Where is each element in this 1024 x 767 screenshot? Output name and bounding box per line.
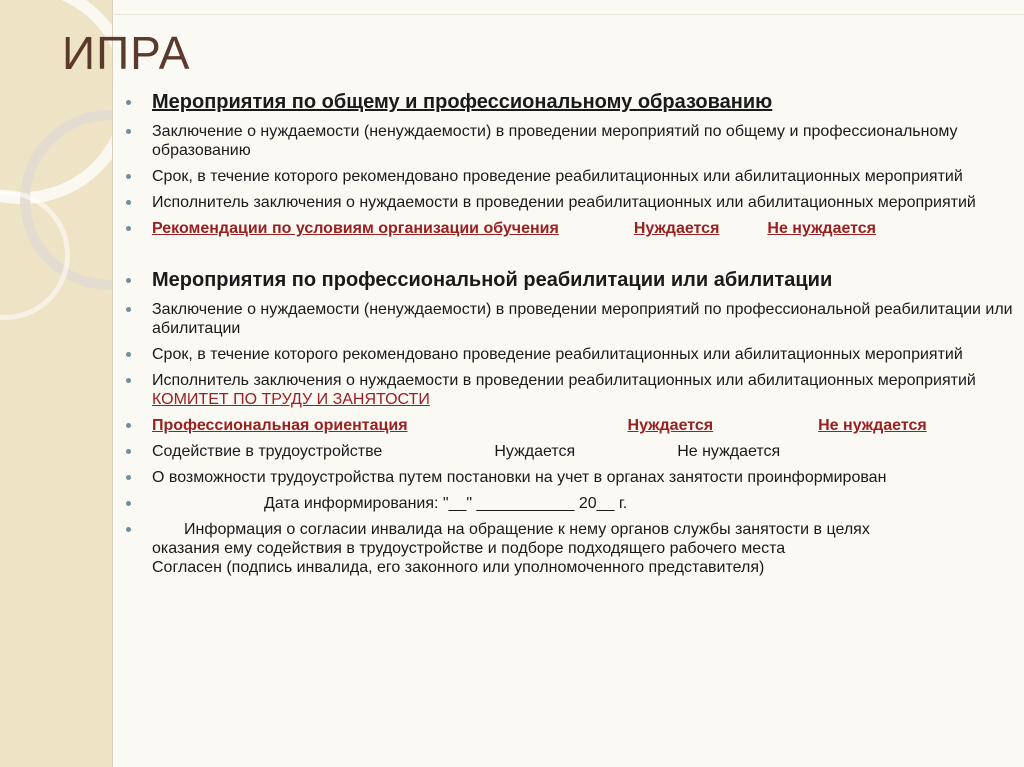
date-row: Дата информирования: "__" ___________ 20__ г.: [122, 494, 1017, 513]
executor-row: Исполнитель заключения о нуждаемости в проведении реабилитационных или абилитационных мероприятийКОМИТЕТ ПО ТРУДУ И ЗАНЯТОСТИ: [122, 371, 1017, 409]
bullet-icon: [126, 352, 131, 357]
left-decor-band: [0, 0, 112, 767]
slide-content: [122, 90, 1017, 577]
band-divider: [112, 0, 113, 767]
bullet-icon: [126, 307, 131, 312]
list-item: Заключение о нуждаемости (ненуждаемости) в проведении мероприятий по профессиональной реабилитации или абилитации: [122, 300, 1017, 338]
bullet-icon: [126, 100, 131, 105]
top-rule: [112, 14, 1024, 15]
bullet-icon: [126, 174, 131, 179]
bullet-icon: [126, 475, 131, 480]
bullet-icon: [126, 278, 131, 283]
employment-row: Содействие в трудоустройстве Нуждается Не нуждается: [122, 442, 1017, 461]
section-heading-professional: Мероприятия по профессиональной реабилитации или абилитации: [122, 268, 1017, 292]
list-item: Срок, в течение которого рекомендовано проведение реабилитационных или абилитационных мероприятий: [122, 345, 1017, 364]
bullet-icon: [126, 527, 131, 532]
slide-title: ИПРА: [62, 27, 191, 79]
bullet-icon: [126, 226, 131, 231]
bullet-icon: [126, 423, 131, 428]
consent-row: Информация о согласии инвалида на обращение к нему органов службы занятости в целях оказания ему содействия в трудоустройстве и подборе подходящего рабочего места Согласен (подпись инвалида, его законного или уполномоченного представителя): [122, 520, 1017, 577]
informed-row: О возможности трудоустройства путем постановки на учет в органах занятости проинформирован: [122, 468, 1017, 487]
list-item: Заключение о нуждаемости (ненуждаемости) в проведении мероприятий по общему и профессиональному образованию: [122, 122, 1017, 160]
bullet-icon: [126, 501, 131, 506]
bullet-icon: [126, 200, 131, 205]
bullet-icon: [126, 378, 131, 383]
bullet-icon: [126, 129, 131, 134]
bullet-icon: [126, 449, 131, 454]
orientation-row: Профессиональная ориентация Нуждается Не нуждается: [122, 416, 1017, 435]
list-item: Исполнитель заключения о нуждаемости в проведении реабилитационных или абилитационных мероприятий: [122, 193, 1017, 212]
list-item: Срок, в течение которого рекомендовано проведение реабилитационных или абилитационных мероприятий: [122, 167, 1017, 186]
section-heading-education: Мероприятия по общему и профессиональному образованию: [122, 90, 1017, 114]
executor-value: КОМИТЕТ ПО ТРУДУ И ЗАНЯТОСТИ: [152, 391, 430, 408]
education-recommendation-row: Рекомендации по условиям организации обучения Нуждается Не нуждается: [122, 219, 1017, 238]
